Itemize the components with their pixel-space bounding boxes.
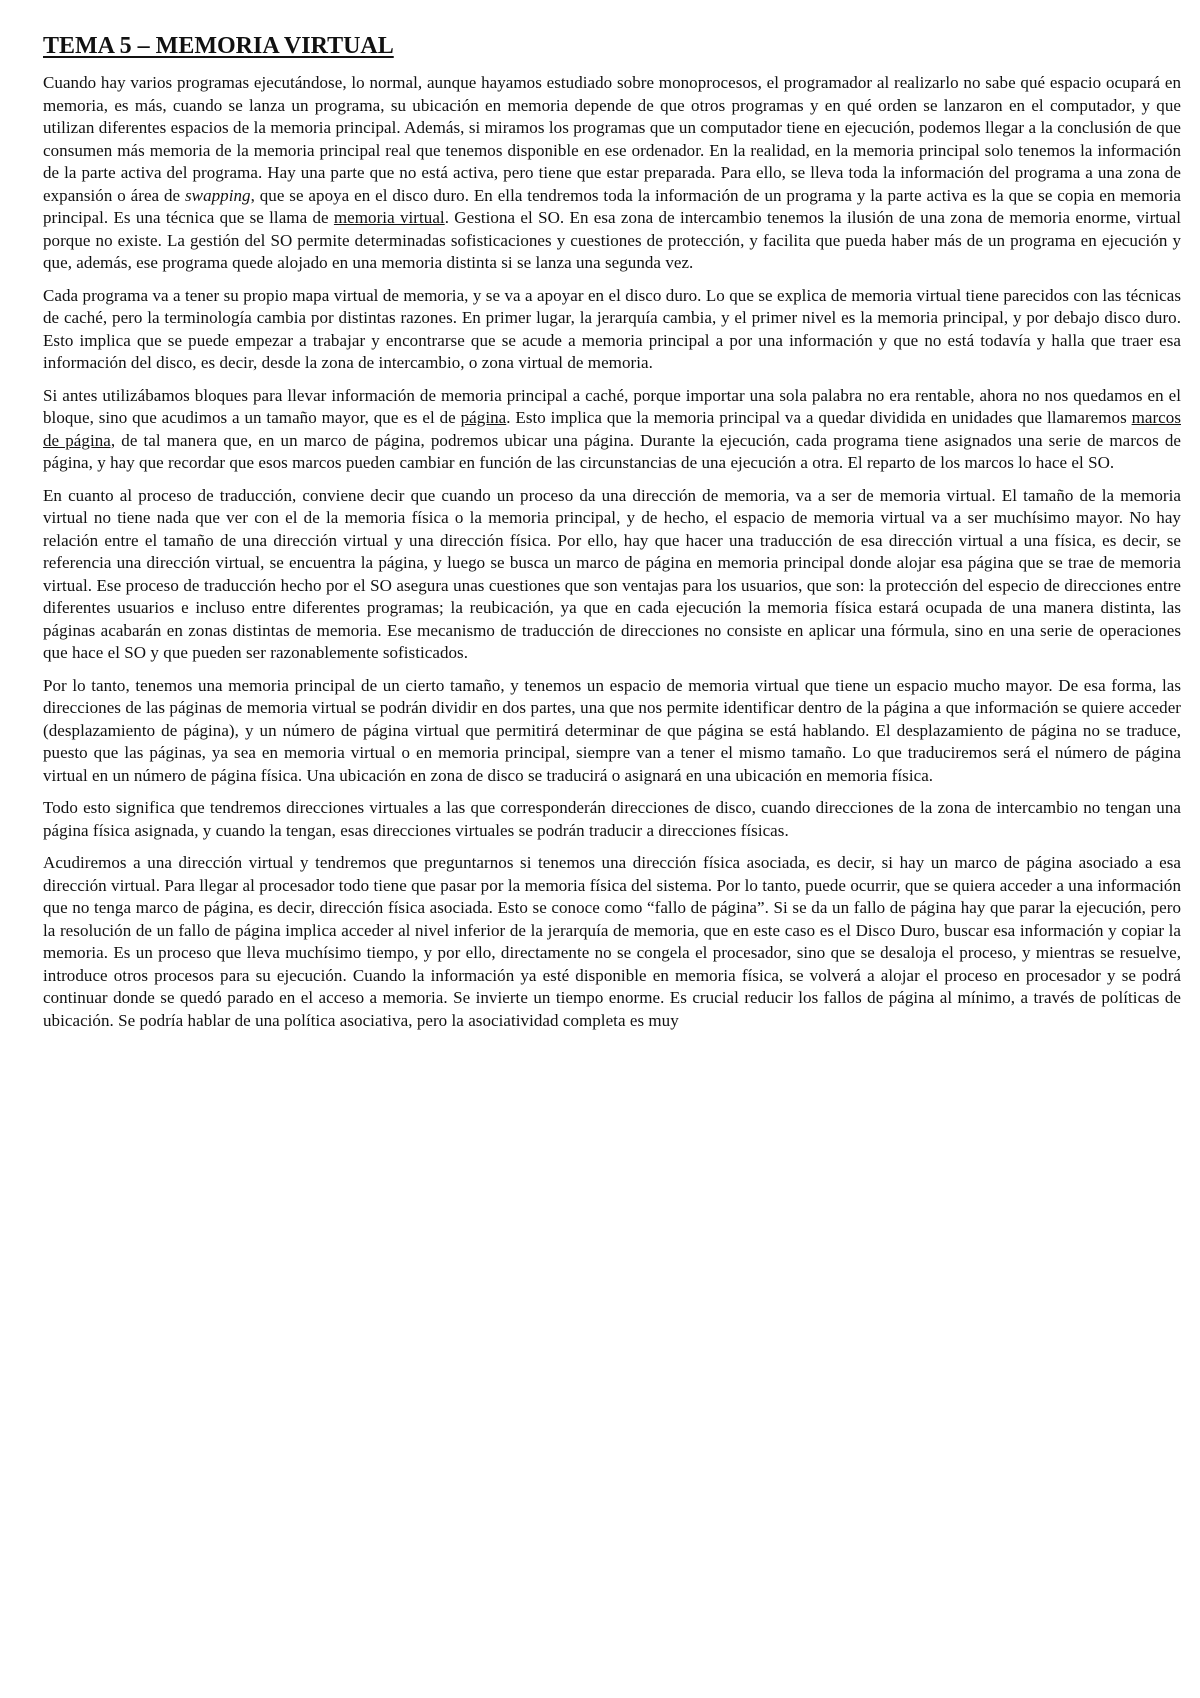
paragraph-3-text-c: de tal manera que, en un marco de página, podremos ubicar una página. Durante la ejecución, cada programa tiene asignados una serie de marcos de página, y hay que recordar que esos marcos pueden cambiar en función de las circunstancias de una ejecución a otra. El reparto de los marcos lo hace el SO.	[43, 430, 1182, 472]
paragraph-2: Cada programa va a tener su propio mapa virtual de memoria, y se va a apoyar en el disco duro. Lo que se explica de memoria virtual tiene parecidos con las técnicas de caché, pero la terminología cambia por distintas razones. En primer lugar, la jerarquía cambia, y el primer nivel es la memoria principal, y por debajo disco duro. Esto implica que se puede empezar a trabajar y encontrarse que se acude a memoria principal a por una información y que no está todavía y halla que traer esa información del disco, es decir, desde la zona de intercambio, o zona virtual de memoria.	[43, 285, 1181, 372]
paragraph-1-text-b: , que se apoya en el disco duro. En ella tendremos toda la información de un programa y la parte activa es la que se copia en memoria principal. Es una técnica que se llama de	[43, 185, 1181, 227]
paragraph-3-text-a: Si antes utilizábamos bloques para llevar información de memoria principal a caché, porque importar una sola palabra no era rentable, ahora no nos quedamos en el bloque, sino que acudimos a un tamaño mayor, que es el de	[43, 385, 1181, 427]
pagina-term: página	[460, 408, 507, 427]
paragraph-3-text-b: . Esto implica que la memoria principal va a quedar dividida en unidades que llamaremos	[506, 408, 1132, 427]
document-title: TEMA 5 – MEMORIA VIRTUAL	[43, 33, 394, 59]
paragraph-7: Acudiremos a una dirección virtual y tendremos que preguntarnos si tenemos una dirección física asociada, es decir, si hay un marco de página asociado a esa dirección virtual. Para llegar al procesador todo tiene que pasar por la memoria física del sistema. Por lo tanto, puede ocurrir, que se quiera acceder a una información que no tenga marco de página, es decir, dirección física asociada. Esto se conoce como “fallo de página”. Si se da un fallo de página hay que parar la ejecución, pero la resolución de un fallo de página implica acceder al nivel inferior de la jerarquía de memoria, que en este caso es el Disco Duro, buscar esa información y copiar la memoria. Es un proceso que lleva muchísimo tiempo, y por ello, directamente no se congela el procesador, sino que se desaloja el proceso, y mientras se resuelve, introduce otros procesos para su ejecución. Cuando la información ya esté disponible en memoria física, se volverá a alojar el proceso en procesador y se podrá continuar donde se quedó parado en el acceso a memoria. Se invierte un tiempo enorme. Es crucial reducir los fallos de página al mínimo, a través de políticas de ubicación. Se podría hablar de una política asociativa, pero la asociatividad completa es muy	[43, 853, 1181, 1030]
memoria-virtual-term: memoria virtual	[333, 208, 445, 227]
marcos-de-pagina-term: marcos de página,	[43, 408, 1181, 450]
paragraph-1-text-a: Cuando hay varios programas ejecutándose, lo normal, aunque hayamos estudiado sobre monoprocesos, el programador al realizarlo no sabe qué espacio ocupará en memoria, es más, cuando se lanza un programa, su ubicación en memoria depende de que otros programas y en qué orden se lanzaron en el computador, y que utilizan diferentes espacios de la memoria principal. Además, si miramos los programas que un computador tiene en ejecución, podemos llegar a la conclusión de que consumen más memoria de la memoria principal real que tenemos disponible en ese ordenador. En la realidad, en la memoria principal solo tenemos la información de la parte activa del programa. Hay una parte que no está activa, pero tiene que estar preparada. Para ello, se lleva toda la información del programa a una zona de expansión o área de	[43, 73, 1181, 205]
paragraph-5: Por lo tanto, tenemos una memoria principal de un cierto tamaño, y tenemos un espacio de memoria virtual que tiene un espacio mucho mayor. De esa forma, las direcciones de las páginas de memoria virtual se podrán dividir en dos partes, una que nos permite identificar dentro de la página a que información se quiere acceder (desplazamiento de página), y un número de página virtual que permitirá determinar de que página se está hablando. El desplazamiento de página no se traduce, puesto que las páginas, ya sea en memoria virtual o en memoria principal, siempre van a tener el mismo tamaño. Lo que traduciremos será el número de página virtual en un número de página física. Una ubicación en zona de disco se traducirá o asignará en una ubicación en memoria física.	[43, 675, 1181, 785]
paragraph-6: Todo esto significa que tendremos direcciones virtuales a las que corresponderán direcciones de disco, cuando direcciones de la zona de intercambio no tengan una página física asignada, y cuando la tengan, esas direcciones virtuales se podrán traducir a direcciones físicas.	[43, 798, 1181, 840]
paragraph-1-text-c: . Gestiona el SO. En esa zona de intercambio tenemos la ilusión de una zona de memoria enorme, virtual porque no existe. La gestión del SO permite determinadas sofisticaciones y cuestiones de protección, y facilita que pueda haber más de un programa en ejecución y que, además, ese programa quede alojado en una memoria distinta si se lanza una segunda vez.	[43, 208, 1181, 272]
paragraph-1	[43, 72, 1181, 275]
paragraph-3	[43, 385, 1181, 475]
swapping-term: swapping	[185, 185, 251, 205]
paragraph-4: En cuanto al proceso de traducción, conviene decir que cuando un proceso da una dirección de memoria, va a ser de memoria virtual. El tamaño de la memoria virtual no tiene nada que ver con el de la memoria física o la memoria principal, y de hecho, el espacio de memoria virtual va a ser muchísimo mayor. No hay relación entre el tamaño de una dirección virtual y una dirección física. Por ello, hay que hacer una traducción de esa dirección virtual a una física, es decir, se referencia una dirección virtual, se encuentra la página, y luego se busca un marco de página en memoria principal donde alojar esa página que se trae de memoria virtual. Ese proceso de traducción hecho por el SO asegura unas cuestiones que son ventajas para los usuarios, que son: la protección del especio de direcciones entre diferentes usuarios e incluso entre diferentes programas; la reubicación, ya que en cada ejecución la memoria física estará ocupada de una manera distinta, las páginas acabarán en zonas distintas de memoria. Ese mecanismo de traducción de direcciones no consiste en aplicar una fórmula, sino en una serie de operaciones que hace el SO y que pueden ser razonablemente sofisticados.	[43, 485, 1181, 662]
